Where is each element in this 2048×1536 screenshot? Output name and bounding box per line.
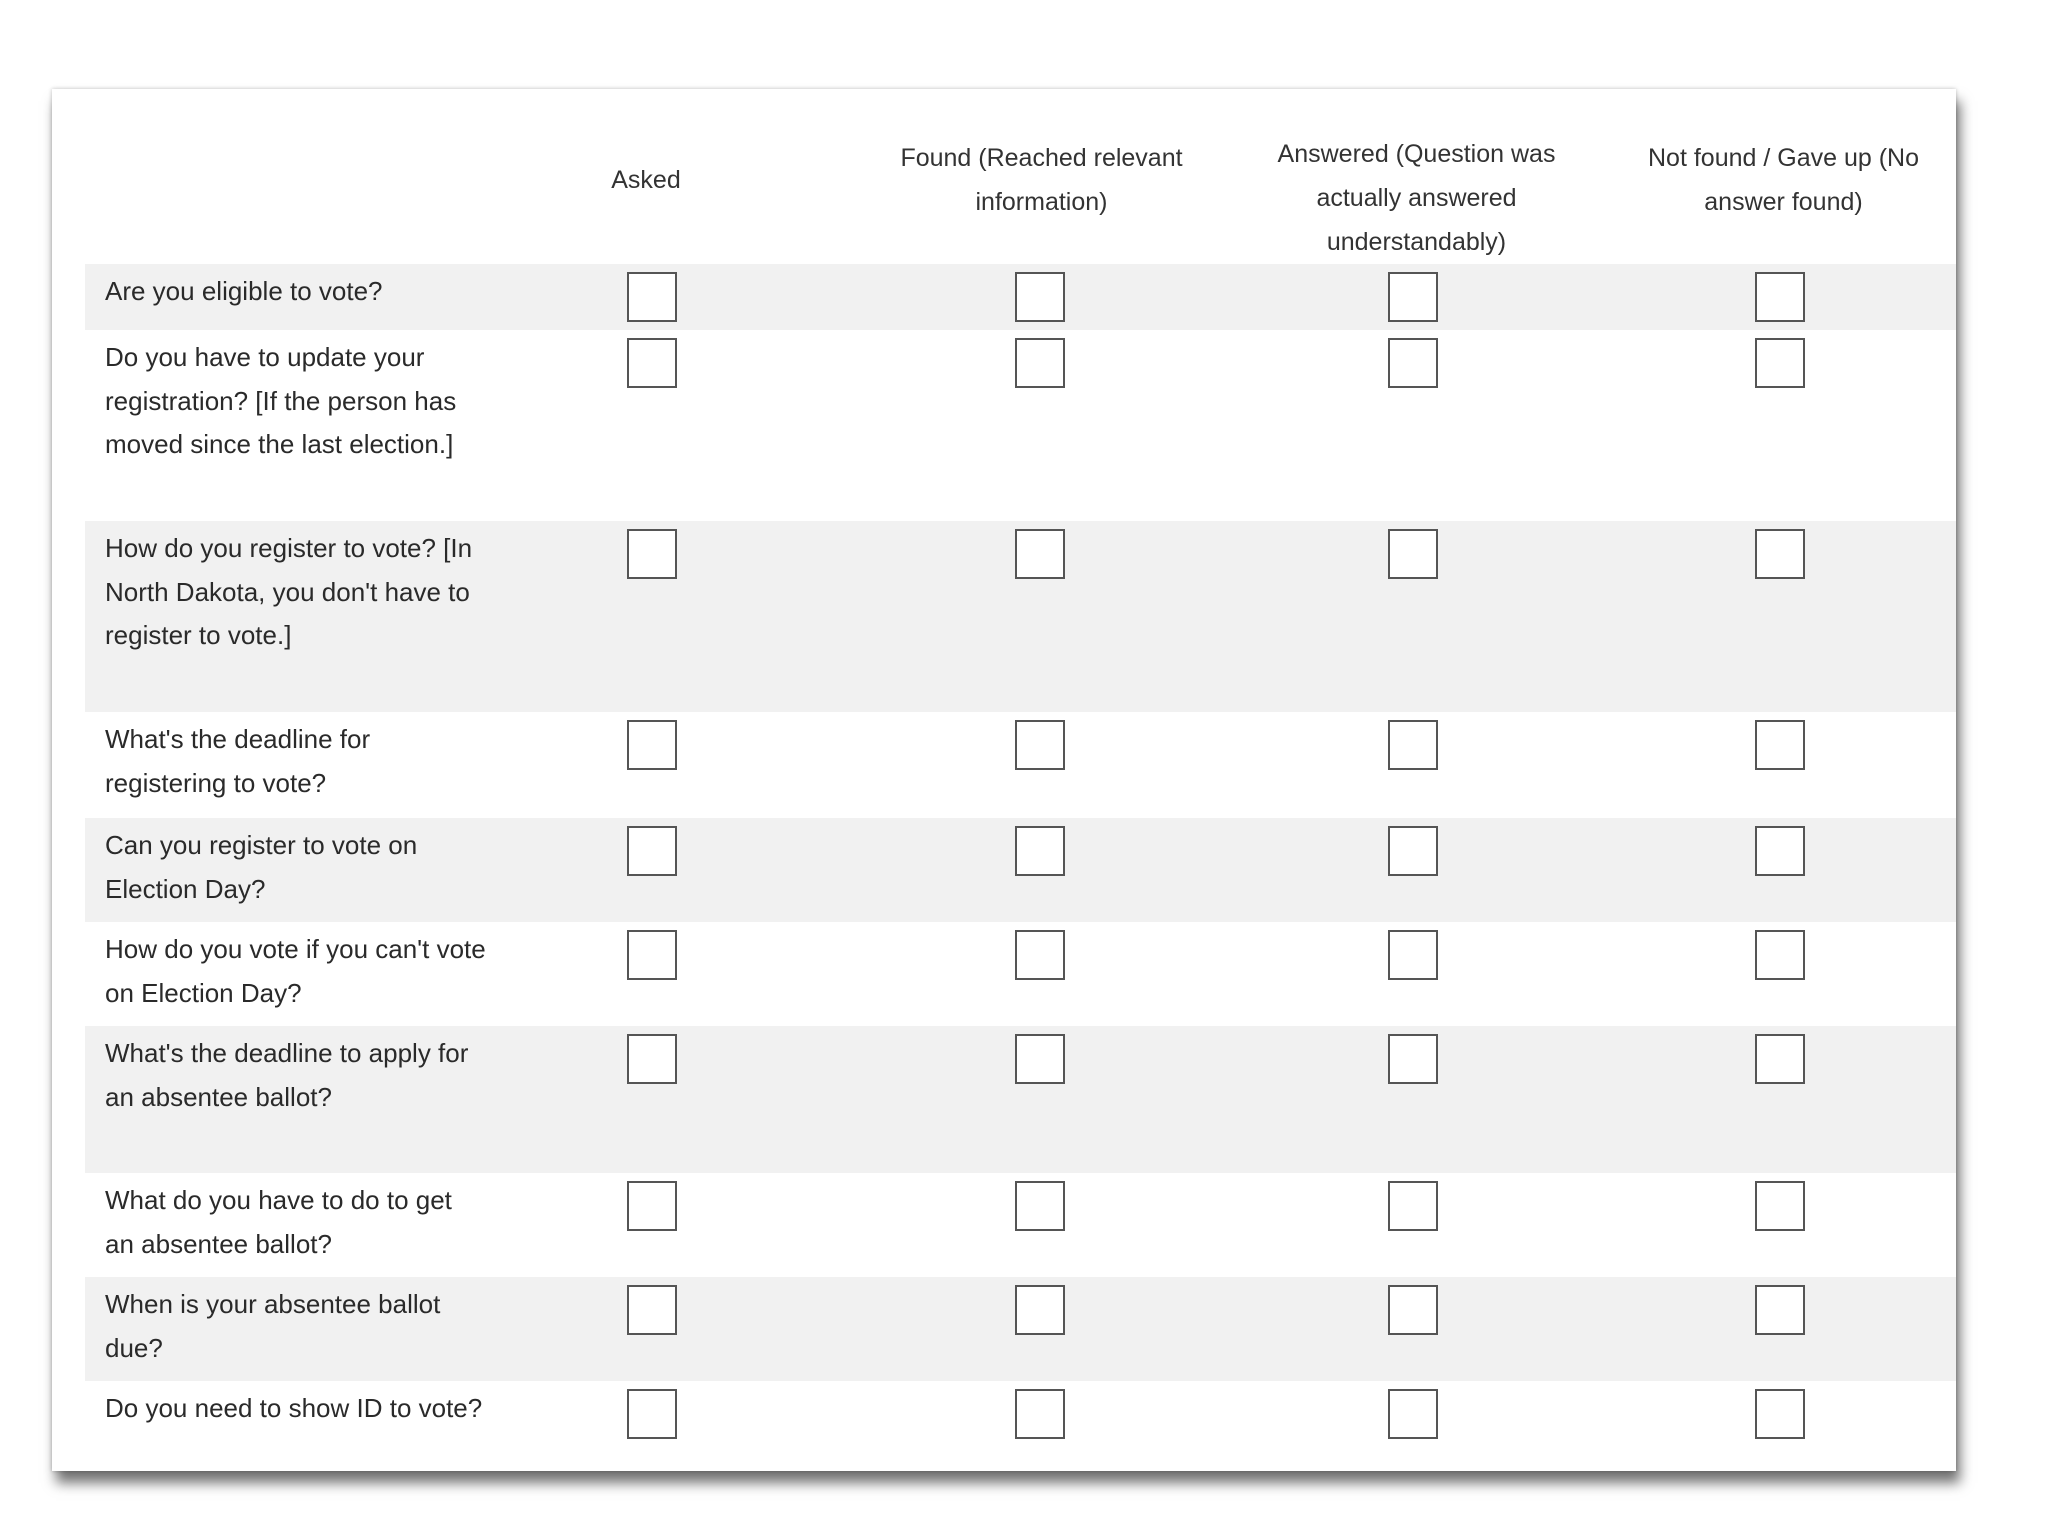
question-text: When is your absentee ballot due?	[105, 1289, 441, 1363]
checkbox[interactable]	[1388, 1285, 1438, 1335]
checkbox-cell	[1603, 1381, 1956, 1471]
checkbox[interactable]	[1015, 1181, 1065, 1231]
question-cell	[85, 1381, 495, 1471]
checkbox[interactable]	[1388, 338, 1438, 388]
checkbox[interactable]	[1015, 930, 1065, 980]
checkbox[interactable]	[1388, 826, 1438, 876]
checkbox-cell	[1603, 330, 1956, 521]
question-cell	[85, 330, 495, 521]
table-row	[85, 1173, 1956, 1277]
checkbox[interactable]	[1755, 826, 1805, 876]
checkbox[interactable]	[627, 529, 677, 579]
question-rows	[85, 264, 1956, 1471]
question-text: Can you register to vote on Election Day?	[105, 830, 418, 904]
checkbox-cell	[495, 1277, 853, 1381]
question-cell	[85, 1173, 495, 1277]
checkbox[interactable]	[1388, 720, 1438, 770]
column-header-not-found	[1603, 89, 1956, 264]
checkbox[interactable]	[1388, 1389, 1438, 1439]
checkbox-cell	[853, 1026, 1230, 1173]
checkbox-cell	[1230, 818, 1603, 922]
checkbox[interactable]	[627, 720, 677, 770]
checkbox-cell	[853, 264, 1230, 330]
checkbox-cell	[495, 712, 853, 818]
checkbox[interactable]	[1755, 529, 1805, 579]
checkbox-cell	[1230, 712, 1603, 818]
checkbox-cell	[1230, 521, 1603, 712]
checkbox-cell	[495, 330, 853, 521]
checkbox-cell	[495, 818, 853, 922]
checkbox[interactable]	[1755, 720, 1805, 770]
table-row	[85, 521, 1956, 712]
survey-sheet	[52, 89, 1956, 1471]
checkbox-cell	[1603, 922, 1956, 1026]
table-row	[85, 330, 1956, 521]
checkbox[interactable]	[1755, 930, 1805, 980]
checkbox-cell	[853, 330, 1230, 521]
checkbox-cell	[495, 521, 853, 712]
checkbox-cell	[853, 922, 1230, 1026]
table-row	[85, 922, 1956, 1026]
checkbox[interactable]	[1755, 1285, 1805, 1335]
checkbox[interactable]	[1388, 930, 1438, 980]
checkbox-cell	[1230, 1381, 1603, 1471]
column-header-label: Not found / Gave up (No answer found)	[1648, 143, 1919, 216]
question-cell	[85, 521, 495, 712]
checkbox-cell	[853, 1173, 1230, 1277]
checkbox-cell	[1603, 1026, 1956, 1173]
question-cell	[85, 712, 495, 818]
column-header-asked	[495, 89, 853, 264]
checkbox[interactable]	[1388, 529, 1438, 579]
question-cell	[85, 264, 495, 330]
checkbox[interactable]	[1755, 338, 1805, 388]
checkbox[interactable]	[1755, 272, 1805, 322]
table-row	[85, 264, 1956, 330]
checkbox[interactable]	[1755, 1389, 1805, 1439]
checkbox[interactable]	[627, 1034, 677, 1084]
checkbox-cell	[495, 1381, 853, 1471]
checkbox-cell	[495, 1026, 853, 1173]
column-header-found	[853, 89, 1230, 264]
question-table	[85, 89, 1956, 1471]
checkbox[interactable]	[1755, 1181, 1805, 1231]
checkbox[interactable]	[627, 826, 677, 876]
checkbox[interactable]	[1015, 1034, 1065, 1084]
table-row	[85, 712, 1956, 818]
column-header-label: Answered (Question was actually answered understandably)	[1277, 140, 1556, 256]
checkbox[interactable]	[1388, 1034, 1438, 1084]
checkbox[interactable]	[1755, 1034, 1805, 1084]
column-header-label: Found (Reached relevant information)	[900, 143, 1183, 216]
checkbox-cell	[1603, 264, 1956, 330]
checkbox[interactable]	[1015, 720, 1065, 770]
header-row	[85, 89, 1956, 264]
question-cell	[85, 818, 495, 922]
column-header-answered	[1230, 89, 1603, 264]
checkbox-cell	[853, 712, 1230, 818]
checkbox[interactable]	[1015, 272, 1065, 322]
checkbox[interactable]	[1015, 338, 1065, 388]
column-header-label: Asked	[611, 166, 681, 194]
table-row	[85, 818, 1956, 922]
checkbox-cell	[495, 1173, 853, 1277]
question-cell	[85, 922, 495, 1026]
question-cell	[85, 1026, 495, 1173]
checkbox-cell	[1603, 1173, 1956, 1277]
question-text: Do you need to show ID to vote?	[105, 1393, 483, 1423]
checkbox[interactable]	[627, 272, 677, 322]
checkbox-cell	[1230, 922, 1603, 1026]
checkbox-cell	[853, 818, 1230, 922]
checkbox-cell	[853, 1381, 1230, 1471]
checkbox[interactable]	[1015, 529, 1065, 579]
question-text: What's the deadline to apply for an absentee ballot?	[105, 1038, 469, 1112]
checkbox-cell	[1230, 264, 1603, 330]
checkbox-cell	[495, 264, 853, 330]
checkbox[interactable]	[627, 1181, 677, 1231]
checkbox-cell	[853, 1277, 1230, 1381]
checkbox[interactable]	[1388, 272, 1438, 322]
checkbox-cell	[1603, 818, 1956, 922]
checkbox-cell	[1230, 1277, 1603, 1381]
checkbox[interactable]	[1015, 1285, 1065, 1335]
checkbox[interactable]	[1015, 826, 1065, 876]
checkbox-cell	[1603, 712, 1956, 818]
question-column-header	[85, 89, 495, 264]
question-text: Do you have to update your registration? [If the person has moved since the last election.]	[105, 342, 457, 459]
checkbox-cell	[1603, 521, 1956, 712]
question-text: How do you vote if you can't vote on Election Day?	[105, 934, 486, 1008]
question-cell	[85, 1277, 495, 1381]
question-text: What do you have to do to get an absentee ballot?	[105, 1185, 452, 1259]
table-row	[85, 1026, 1956, 1173]
checkbox[interactable]	[627, 1389, 677, 1439]
question-text: Are you eligible to vote?	[105, 276, 383, 306]
table-row	[85, 1277, 1956, 1381]
checkbox[interactable]	[627, 1285, 677, 1335]
checkbox[interactable]	[1388, 1181, 1438, 1231]
checkbox[interactable]	[627, 930, 677, 980]
checkbox-cell	[495, 922, 853, 1026]
checkbox[interactable]	[627, 338, 677, 388]
checkbox-cell	[1230, 1026, 1603, 1173]
question-text: How do you register to vote? [In North Dakota, you don't have to register to vote.]	[105, 533, 473, 650]
checkbox-cell	[1230, 330, 1603, 521]
checkbox-cell	[853, 521, 1230, 712]
question-text: What's the deadline for registering to vote?	[105, 724, 371, 798]
checkbox-cell	[1230, 1173, 1603, 1277]
checkbox-cell	[1603, 1277, 1956, 1381]
table-row	[85, 1381, 1956, 1471]
checkbox[interactable]	[1015, 1389, 1065, 1439]
